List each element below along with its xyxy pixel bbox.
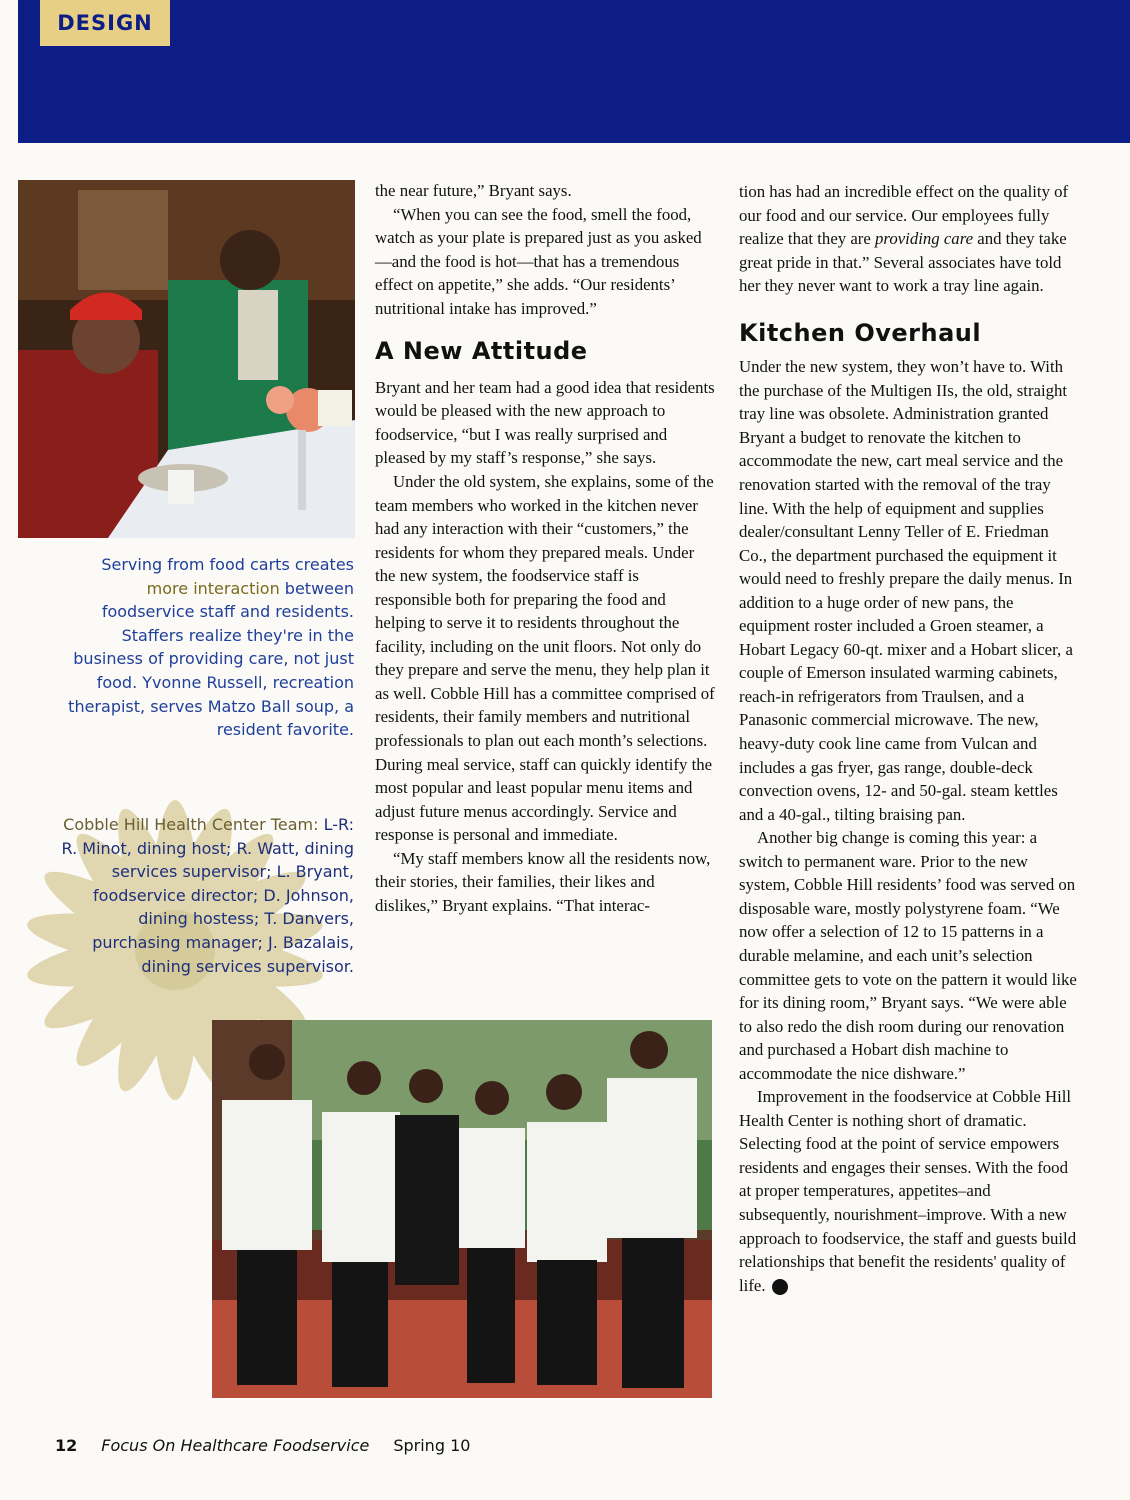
caption-body: L-R: R. Minot, dining host; R. Watt, dining services supervisor; L. Bryant, foodservice director; D. Johnson, dining hostess; T. Danvers, purchasing manager; J. Bazalais, dining services supervisor. — [61, 815, 354, 976]
text-run: Improvement in the foodservice at Cobble Hill Health Center is nothing short of dramatic. Selecting food at the point of service empowers residents and engages their senses. With the food at proper temperatures, appetites–and subsequently, nourishment–improve. With a new approach to foodservice, the staff and guests build relationships that benefit the residents' quality of life. — [739, 1087, 1077, 1295]
publication-name: Focus On Healthcare Foodservice — [101, 1436, 370, 1455]
paragraph: Bryant and her team had a good idea that residents would be pleased with the new approach to foodservice, “but I was really surprised and pleased by my staff’s response,” she says. — [375, 377, 715, 468]
caption-text-1: Serving from food carts creates — [101, 555, 354, 574]
paragraph: Another big change is coming this year: a switch to permanent ware. Prior to the new system, Cobble Hill residents’ food was served on disposable ware, mostly polystyrene foam. “We now offer a selection of 12 to 15 patterns in a durable melamine, and each unit’s selection committee gets to vote on the pattern it would like for its dining room,” Bryant says. “We were able to also redo the dish room during our renovation and purchased a Hobart dish machine to accommodate the nice dishware.” — [739, 828, 1077, 1083]
text-run: tion has had an incredible effect on the quality of our food and our service. Our employees fully realize that they are — [739, 182, 1069, 249]
paragraph — [739, 180, 1077, 298]
section-tag: DESIGN — [40, 0, 170, 46]
section-heading: Kitchen Overhaul — [739, 318, 982, 347]
paragraph: the near future,” Bryant says. — [375, 181, 572, 200]
header-band — [18, 0, 1130, 143]
paragraph: “When you can see the food, smell the food, watch as your plate is prepared just as you asked—and the food is hot—that has a tremendous effect on appetite,” she adds. “Our residents’ nutritional intake has improved.” — [375, 204, 702, 318]
text-run: and they take great pride in that.” Several associates have told her they never want to work a tray line again. — [739, 229, 1067, 296]
page-number: 12 — [55, 1436, 78, 1455]
dining-photo-caption — [60, 553, 354, 742]
caption-lead: Cobble Hill Health Center Team: — [63, 815, 319, 834]
article-column-middle — [375, 179, 715, 917]
page-footer — [55, 1436, 470, 1455]
paragraph: Under the new system, they won’t have to. With the purchase of the Multigen IIs, the old, straight tray line was obsolete. Administration granted Bryant a budget to renovate the kitchen to accommodate the new, cart meal service and the renovation started with the removal of the tray line. With the help of equipment and supplies dealer/consultant Lenny Teller of E. Friedman Co., the department purchased the equipment it would need to freshly prepare the daily menus. In addition to a huge order of new pans, the equipment roster included a Groen steamer, a Hobart Legacy 60-qt. mixer and a Hobart slicer, a couple of Emerson insulated warming cabinets, reach-in refrigerators from Traulsen, and a Panasonic commercial microwave. The new, heavy-duty cook line came from Vulcan and includes a gas fryer, gas range, double-deck convection ovens, 12- and 50-gal. steam kettles and a 40-gal., tilting braising pan. — [739, 357, 1073, 824]
paragraph: “My staff members know all the residents now, their stories, their families, their likes and dislikes,” Bryant explains. “That interac- — [375, 848, 711, 915]
section-heading: A New Attitude — [375, 337, 588, 366]
paragraph: Under the old system, she explains, some of the team members who worked in the kitchen never had any interaction with their “customers,” the residents for whom they prepared meals. Under the new system, the foodservice staff is responsible both for preparing the food and helping to serve it to residents throughout the facility, including on the unit floors. Not only do they prepare and serve the menu, they help plan it as well. Cobble Hill has a committee comprised of residents, their family members and nutritional professionals to plan out each month’s selections. During meal service, staff can quickly identify the most popular and least popular menu items and adjust future menus accordingly. Service and response is personal and immediate. — [375, 472, 715, 845]
end-mark-icon — [772, 1279, 788, 1295]
issue-label: Spring 10 — [393, 1436, 471, 1455]
caption-text-2: between foodservice staff and residents. Staffers realize they're in the business of providing care, not just food. Yvonne Russell, recreation therapist, serves Matzo Ball soup, a resident favorite. — [68, 578, 354, 740]
paragraph — [739, 1085, 1077, 1297]
article-column-right — [739, 180, 1077, 1297]
caption-highlight: more interaction — [146, 578, 280, 598]
emphasis-text: providing care — [875, 229, 974, 249]
team-photo — [212, 1020, 712, 1398]
team-photo-caption — [60, 813, 354, 978]
dining-photo — [18, 180, 355, 538]
